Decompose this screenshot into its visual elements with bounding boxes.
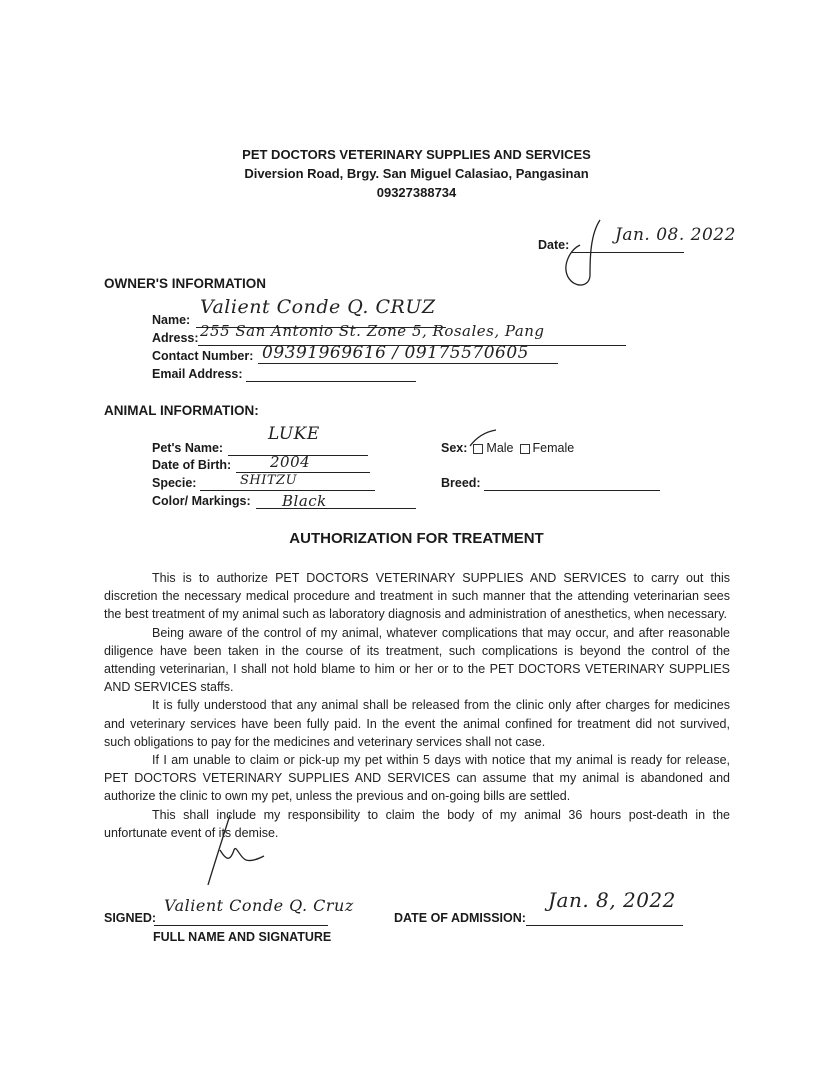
male-check-mark [468,428,498,450]
breed-label: Breed: [441,476,481,490]
sex-field [441,441,574,455]
paragraph-4: If I am unable to claim or pick-up my pet within 5 days with notice that my animal is ready for release, PET DOCTORS VETERINARY SUPPLIES AND SERVICES can assume that my animal is abandoned and authorize the clinic to own my pet, unless the previous and on-going bills are settled. [104,753,730,804]
admission-value: Jan. 8, 2022 [548,888,676,912]
dob-value: 2004 [270,453,311,471]
contact-line [258,363,558,364]
signature-value: Valient Conde Q. Cruz [164,896,354,915]
breed-line [484,490,660,491]
date-label: Date: [538,238,570,252]
signed-label: SIGNED: [104,911,157,925]
date-value: Jan. 08. 2022 [615,225,736,245]
paragraph-5: This shall include my responsibility to claim the body of my animal 36 hours post-death in the unfortunate event of its demise. [104,807,730,840]
company-name: PET DOCTORS VETERINARY SUPPLIES AND SERVICES [242,147,591,162]
contact-value: 09391969616 / 09175570605 [262,343,529,363]
pet-name-label: Pet's Name: [152,441,224,455]
female-label: Female [532,441,575,455]
email-line [246,381,416,382]
address-value: 255 San Antonio St. Zone 5, Rosales, Pang [200,322,545,340]
contact-label: Contact Number: [152,349,254,363]
paragraph-1: This is to authorize PET DOCTORS VETERINARY SUPPLIES AND SERVICES to carry out this discretion the necessary medical procedure and treatment in such manner that the attending veterinarian sees the best treatment of my animal such as laboratory diagnosis and administration of anesthetics, when necessary. [104,571,730,622]
date-initial-signature [560,215,620,295]
initials-signature [200,810,280,890]
sex-label: Sex: [441,441,468,455]
specie-value: SHITZU [240,473,298,488]
company-phone: 09327388734 [376,185,457,200]
company-address: Diversion Road, Brgy. San Miguel Calasiao, Pangasinan [244,166,589,181]
paragraph-3: It is fully understood that any animal shall be released from the clinic only after charges for medicines and veterinary services have been fully paid. In the event the animal confined for treatment did not survived, such obligations to pay for the medicines and veterinary services shall not case. [104,698,730,749]
authorization-title: AUTHORIZATION FOR TREATMENT [289,530,544,547]
admission-label: DATE OF ADMISSION: [394,911,526,925]
color-value: Black [282,492,327,510]
signature-line [154,925,328,926]
dob-label: Date of Birth: [152,458,232,472]
paragraph-2: Being aware of the control of my animal, whatever complications that may occur, and after reasonable diligence have been taken in the course of its treatment, such complications is beyond the control of the attending veterinarian, I shall not hold blame to him or her or to the PET DOCTORS VETERINARY SUPPLIES AND SERVICES staffs. [104,625,730,695]
signature-caption: FULL NAME AND SIGNATURE [153,930,332,944]
owner-section-title: OWNER'S INFORMATION [104,276,266,291]
specie-line [200,490,375,491]
authorization-body [104,569,730,842]
color-line [256,508,416,509]
female-checkbox[interactable] [520,444,530,454]
name-value: Valient Conde Q. CRUZ [200,296,436,318]
address-label: Adress: [152,331,199,345]
male-label: Male [486,441,514,455]
name-label: Name: [152,313,191,327]
pet-name-value: LUKE [268,424,320,444]
admission-line [526,925,683,926]
email-label: Email Address: [152,367,243,381]
specie-label: Specie: [152,476,197,490]
animal-section-title: ANIMAL INFORMATION: [104,403,259,418]
color-label: Color/ Markings: [152,494,251,508]
